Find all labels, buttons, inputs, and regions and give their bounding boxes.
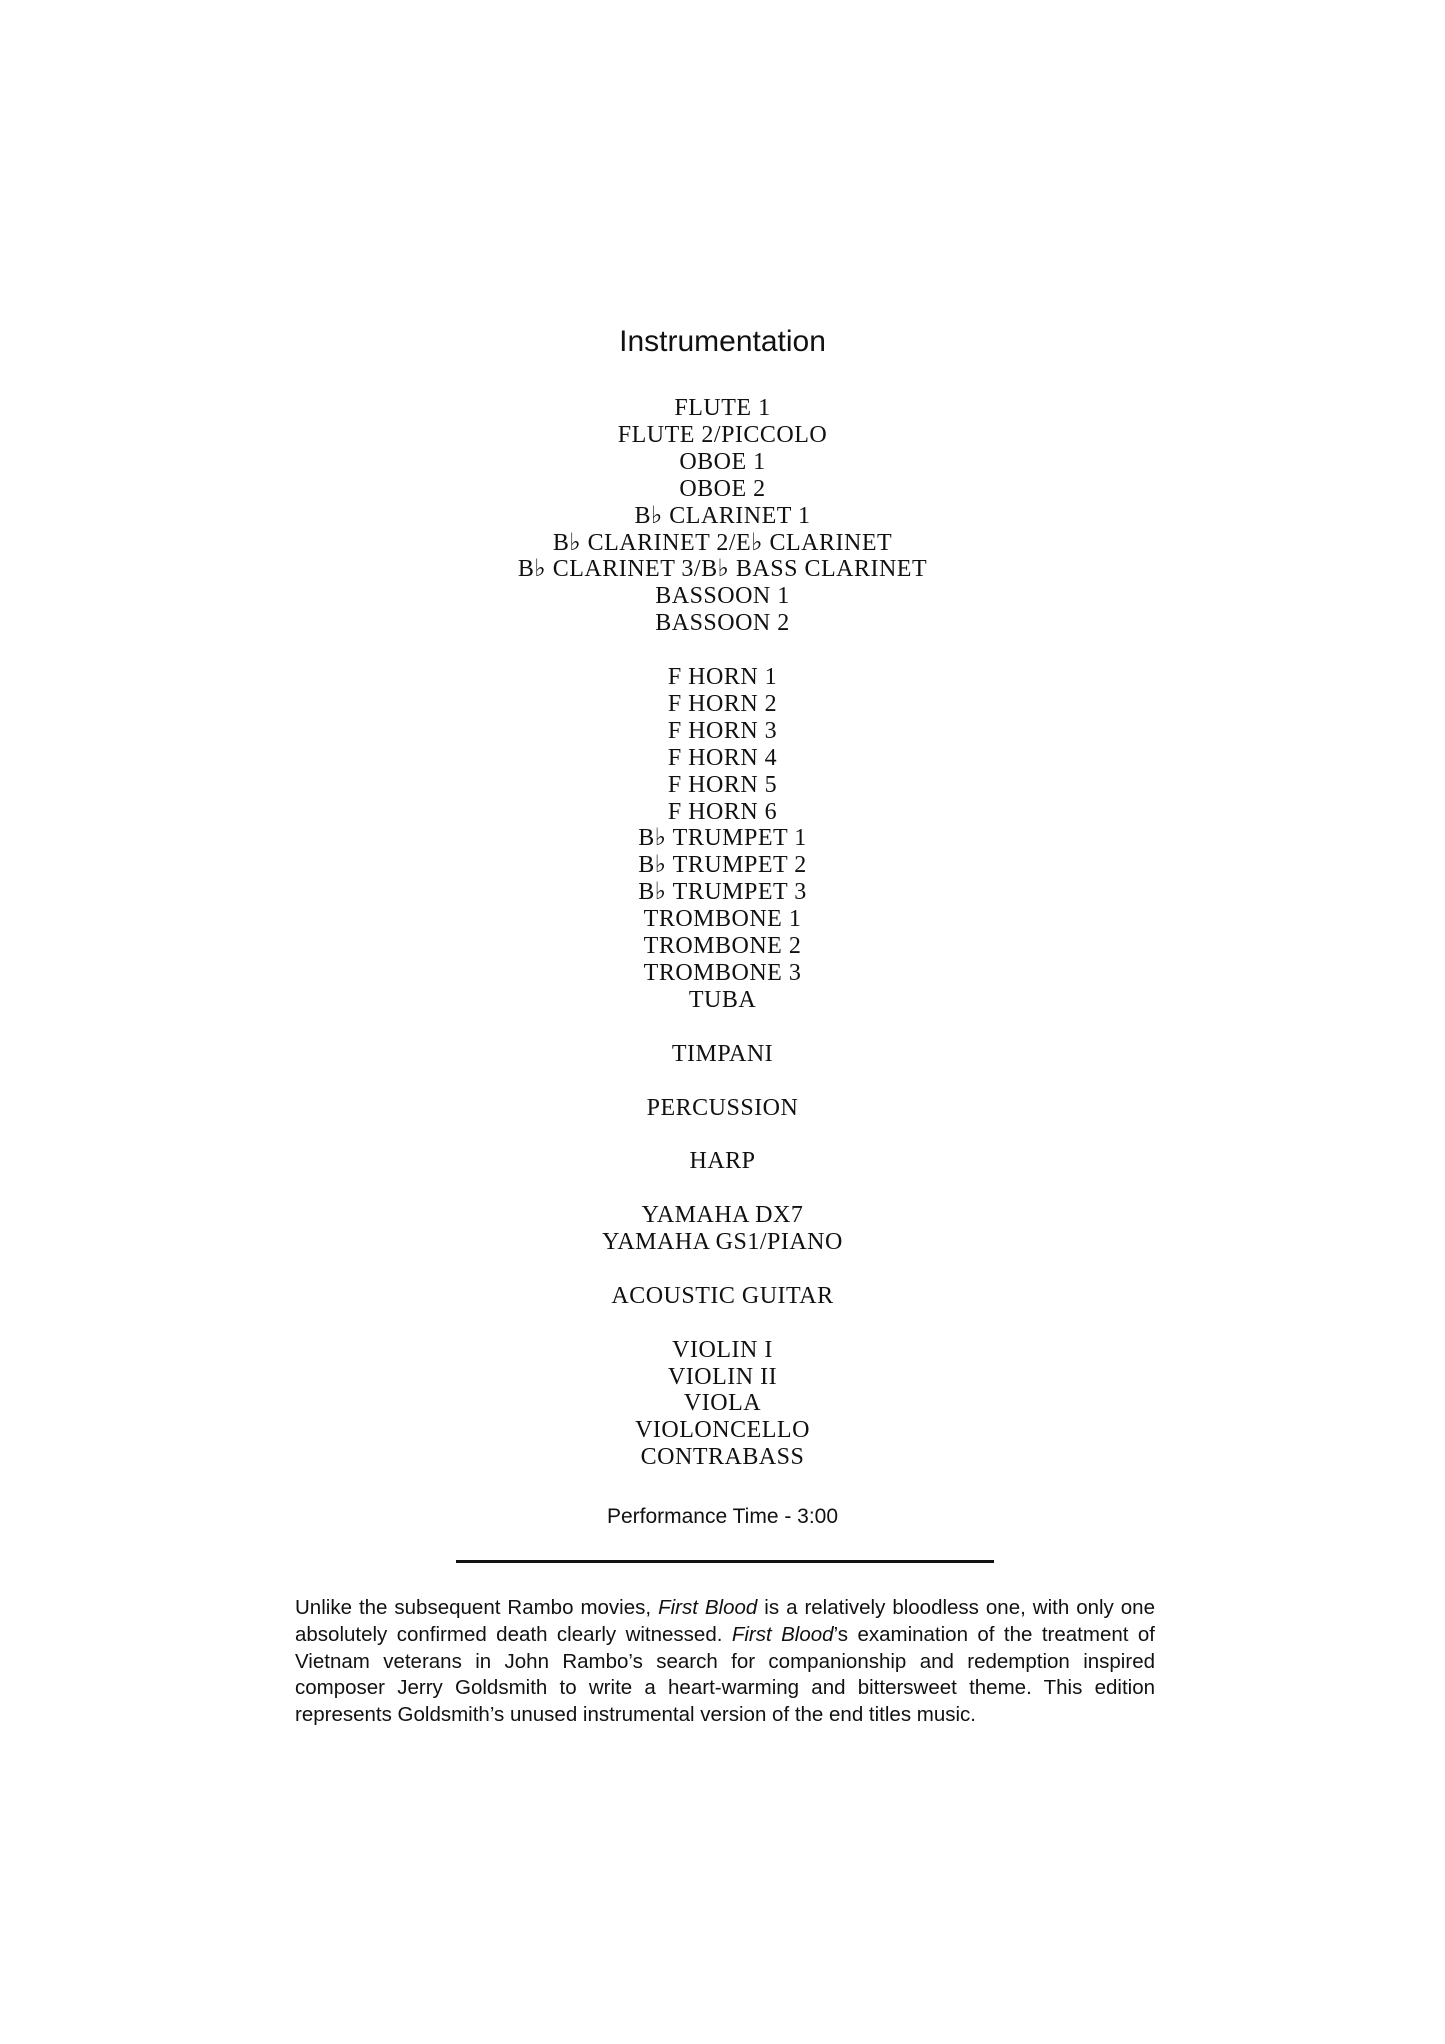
instrument-item: YAMAHA DX7: [641, 1202, 804, 1229]
instrument-item: YAMAHA GS1/PIANO: [602, 1229, 843, 1256]
instrument-item: ACOUSTIC GUITAR: [611, 1282, 834, 1309]
instrument-item: FLUTE 1: [674, 395, 771, 421]
instrument-item: BASSOON 1: [655, 583, 790, 610]
instrument-item: OBOE 1: [679, 448, 766, 475]
instrument-group: [0, 1283, 1445, 1310]
instrument-item: B♭ TRUMPET 3: [638, 879, 807, 906]
instrument-group: [0, 1202, 1445, 1256]
instrument-item: F HORN 2: [667, 690, 778, 717]
instrument-group: [0, 1337, 1445, 1472]
instrument-item: TROMBONE 2: [643, 933, 802, 960]
instrument-group: [0, 1041, 1445, 1068]
instrument-item: VIOLONCELLO: [635, 1417, 810, 1444]
film-title: First Blood: [731, 1622, 834, 1646]
note-text: Unlike the subsequent Rambo movies,: [295, 1596, 659, 1619]
instrument-item: B♭ TRUMPET 2: [638, 852, 807, 879]
instrument-item: VIOLA: [683, 1390, 762, 1417]
instrument-list: [0, 395, 1445, 1471]
instrument-group: [0, 664, 1445, 1014]
film-title: First Blood: [658, 1596, 758, 1619]
instrument-item: OBOE 2: [679, 475, 766, 502]
instrument-item: TROMBONE 3: [643, 960, 802, 987]
instrument-group: [0, 1148, 1445, 1175]
instrument-item: VIOLIN I: [672, 1336, 773, 1363]
instrument-item: HARP: [689, 1148, 756, 1175]
page-title: Instrumentation: [619, 325, 826, 358]
instrument-item: PERCUSSION: [646, 1094, 799, 1121]
instrument-item: F HORN 6: [667, 798, 778, 825]
instrument-group: [0, 395, 1445, 637]
instrument-item: TROMBONE 1: [643, 906, 802, 933]
instrument-item: F HORN 1: [667, 664, 778, 691]
instrument-item: FLUTE 2/PICCOLO: [617, 421, 828, 448]
divider-rule: [456, 1560, 994, 1563]
instrument-item: F HORN 5: [667, 771, 778, 798]
instrument-item: B♭ TRUMPET 1: [638, 825, 807, 852]
instrument-item: F HORN 3: [667, 717, 778, 744]
instrument-item: VIOLIN II: [667, 1363, 778, 1390]
instrument-item: B♭ CLARINET 2/E♭ CLARINET: [552, 529, 893, 556]
instrument-item: CONTRABASS: [640, 1444, 805, 1471]
instrument-item: BASSOON 2: [655, 610, 790, 637]
instrument-group: [0, 1095, 1445, 1122]
instrument-item: B♭ CLARINET 3/B♭ BASS CLARINET: [517, 556, 928, 583]
instrument-item: F HORN 4: [667, 744, 778, 771]
program-note: [295, 1595, 1155, 1729]
note-text: is a relatively bloodless one, with only one absolutely confirmed death clearly witnessed.: [295, 1596, 1155, 1646]
instrument-item: TIMPANI: [671, 1040, 774, 1067]
instrument-item: B♭ CLARINET 1: [634, 502, 811, 529]
performance-time: Performance Time - 3:00: [606, 1505, 839, 1528]
instrument-item: TUBA: [688, 986, 757, 1013]
note-text: ’s examination of the treatment of Vietnam veterans in John Rambo’s search for companionship and redemption inspired composer Jerry Goldsmith to write a heart-warming and bittersweet theme. This edition represents Goldsmith’s unused instrumental version of the end titles music.: [295, 1622, 1155, 1727]
